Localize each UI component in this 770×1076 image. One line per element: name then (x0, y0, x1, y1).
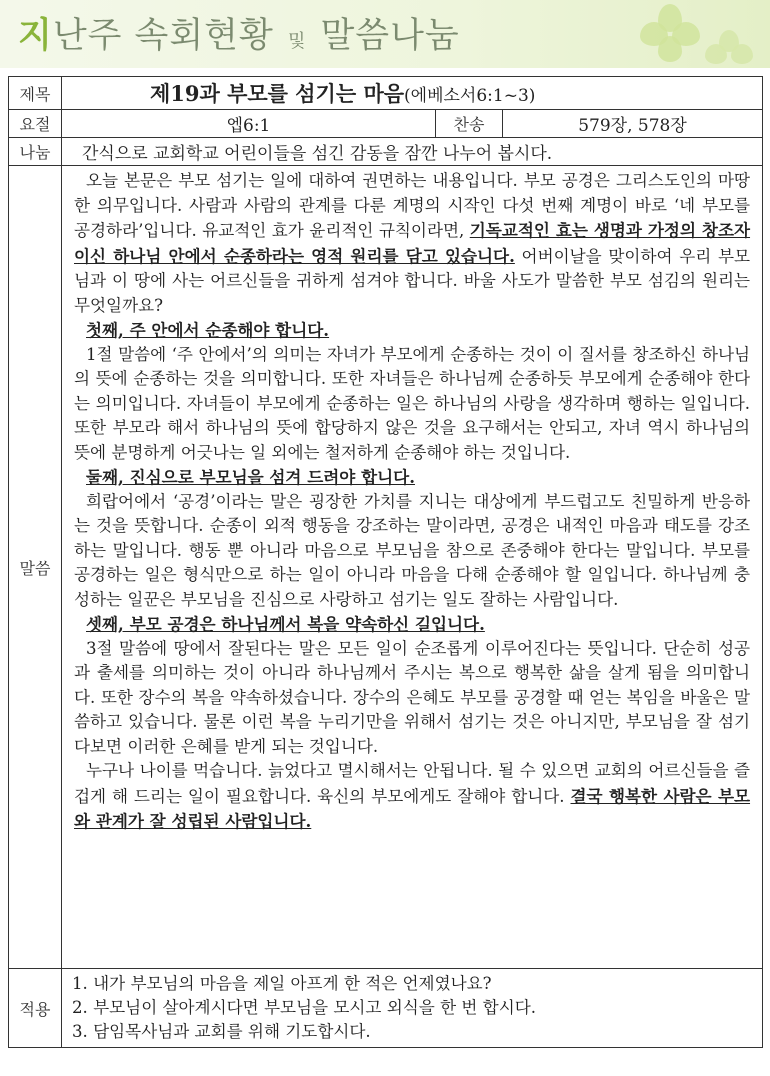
clover-icon (705, 30, 753, 68)
share-value: 간식으로 교회학교 어린이들을 섬긴 감동을 잠깐 나누어 봅시다. (62, 138, 763, 166)
word-label: 말씀 (9, 166, 62, 969)
closing-text: 누구나 나이를 먹습니다. 늙었다고 멸시해서는 안됩니다. 될 수 있으면 교회의 어르신들을 즐겁게 해 드리는 일이 필요합니다. 육신의 부모에게도 잘해야 합니다. (74, 761, 751, 806)
apply-item: 3. 담임목사님과 교회를 위해 기도합시다. (72, 1022, 371, 1041)
apply-item: 1. 내가 부모님의 마음을 제일 아프게 한 적은 언제였나요? (72, 974, 492, 993)
clover-icon (640, 4, 700, 64)
subject-row (9, 77, 763, 110)
intro-text-a: 오늘 본문은 부모 섬기는 일에 대하여 권면하는 내용입니다. 부모 공경은 그리스도인의 마땅한 의무입니다. 사람과 사람의 관계를 다룬 계명의 시작인 다섯 번째 계명이 바로 ‘네 부모를 공경하라’입니다. 유교적인 효가 윤리적인 규칙이라면, (74, 171, 751, 240)
word-row (9, 166, 763, 969)
subject-label: 제목 (9, 77, 62, 110)
apply-row (9, 969, 763, 1048)
point-1-paragraph: 1절 말씀에 ‘주 안에서’의 의미는 자녀가 부모에게 순종하는 것이 이 질서를 창조하신 하나님의 뜻에 순종하는 것을 의미합니다. 또한 자녀들은 하나님께 순종하듯 부모에게 순종해야 한다는 의미입니다. 자녀들이 부모에게 순종하는 일은 하나님의 사랑을 생각하며 행하는 일입니다. 또한 부모라 해서 하나님의 뜻에 합당하지 않은 것을 요구해서는 안되고, 자녀 역시 하나님의 뜻에 분명하게 어긋나는 일 외에는 철저하게 순종해야 하는 것입니다. (74, 344, 751, 462)
share-label: 나눔 (9, 138, 62, 166)
title-end: 말씀나눔 (320, 16, 460, 56)
apply-list (62, 969, 763, 1048)
hymn-value: 579장, 578장 (503, 110, 763, 138)
intro-paragraph (74, 169, 750, 318)
report-table (8, 76, 763, 1048)
lesson-scripture-ref: (에베소서6:1~3) (404, 86, 536, 106)
header-banner (0, 0, 770, 68)
title-first-char: 지 (18, 16, 53, 56)
share-row (9, 138, 763, 166)
hymn-label: 찬송 (436, 110, 503, 138)
intro-text-b: 어버이날을 맞이하여 우리 부모님과 이 땅에 사는 어르신들을 귀하게 섬겨야 합니다. 바울 사도가 말씀한 부모 섬김의 원리는 무엇일까요? (74, 246, 751, 315)
point-3-paragraph: 3절 말씀에 땅에서 잘된다는 말은 모든 일이 순조롭게 이루어진다는 뜻입니다. 단순히 성공과 출세를 의미하는 것이 아니라 하나님께서 주시는 복으로 행복한 삶을 살게 됨을 의미합니다. 또한 장수의 복을 약속하셨습니다. 장수의 은혜도 부모를 공경할 때 얻는 복임을 바울은 말씀하고 있습니다. 물론 이런 복을 누리기만을 위해서 섬기는 것은 아니지만, 부모님을 잘 섬기다보면 이러한 은혜를 받게 되는 것입니다. (74, 638, 751, 756)
point-1-heading: 첫째, 주 안에서 순종해야 합니다. (86, 320, 330, 340)
verse-label: 요절 (9, 110, 62, 138)
lesson-title (62, 77, 763, 110)
title-conjunction: 및 (287, 31, 307, 52)
lesson-title-text: 제19과 부모를 섬기는 마음 (150, 81, 405, 106)
intro-emphasis: 기독교적인 효는 생명과 가정의 창조자이신 하나님 안에서 순종하라는 영적 원리를 담고 있습니다. (74, 220, 751, 266)
point-2-paragraph: 희랍어에서 ‘공경’이라는 말은 굉장한 가치를 지니는 대상에게 부드럽고도 친밀하게 반응하는 것을 뜻합니다. 순종이 외적 행동을 강조하는 말이라면, 공경은 내적인 마음과 태도를 강조하는 말입니다. 행동 뿐 아니라 마음으로 부모님을 참으로 존중해야 한다는 말입니다. 부모를 공경하는 일은 형식만으로 하는 일이 아니라 마음을 다해 순종해야 할 일입니다. 하나님께 충성하는 일꾼은 부모님을 진심으로 사랑하고 섬기는 일도 잘하는 사람입니다. (74, 491, 751, 609)
point-2-heading: 둘째, 진심으로 부모님을 섬겨 드려야 합니다. (86, 467, 415, 487)
apply-item: 2. 부모님이 살아계시다면 부모님을 모시고 외식을 한 번 합시다. (72, 998, 537, 1017)
point-3-heading: 셋째, 부모 공경은 하나님께서 복을 약속하신 길입니다. (86, 614, 485, 634)
page-title (18, 8, 460, 58)
apply-label: 적용 (9, 969, 62, 1048)
title-main: 난주 속회현황 (52, 16, 274, 56)
sermon-body (62, 166, 763, 969)
closing-paragraph (74, 759, 750, 835)
closing-emphasis: 결국 행복한 사람은 부모와 관계가 잘 성립된 사람입니다. (74, 785, 751, 831)
verse-row (9, 110, 763, 138)
verse-value: 엡6:1 (62, 110, 436, 138)
